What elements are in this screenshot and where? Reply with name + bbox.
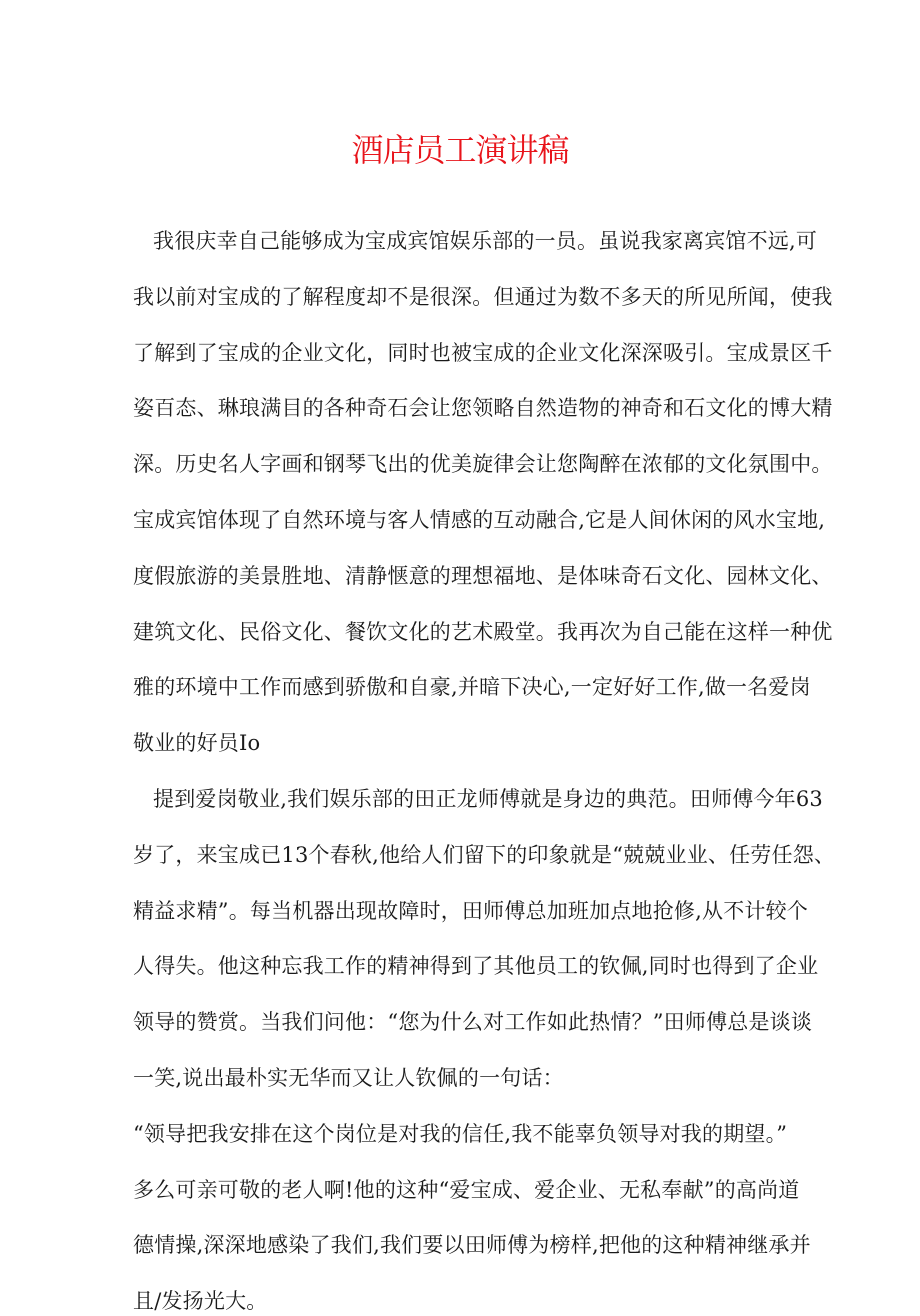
- paragraph-2-line: 多么可亲可敬的老人啊!他的这种“爱宝成、爱企业、无私奉献”的高尚道: [133, 1177, 800, 1202]
- paragraph-1-line: 度假旅游的美景胜地、清静惬意的理想福地、是体味奇石文化、园林文化、: [133, 563, 833, 588]
- paragraph-1-line: 深。历史名人字画和钢琴飞出的优美旋律会让您陶醉在浓郁的文化氛围中。: [133, 452, 833, 477]
- paragraph-1-line: 我以前对宝成的了解程度却不是很深。但通过为数不多天的所见所闻，使我: [133, 284, 833, 309]
- paragraph-2-line: 提到爱岗敬业,我们娱乐部的田正龙师傅就是身边的典范。田师傅今年63: [153, 787, 823, 811]
- document-title: 酒店员工演讲稿: [351, 131, 569, 169]
- paragraph-2-line: 领导的赞赏。当我们问他：“您为什么对工作如此热情？”田师傅总是谈谈: [133, 1010, 813, 1035]
- paragraph-2-line: 精益求精”。每当机器出现故障时，田师傅总加班加点地抢修,从不计较个: [133, 898, 809, 923]
- paragraph-2-line: “领导把我安排在这个岗位是对我的信任,我不能辜负领导对我的期望。”: [133, 1121, 788, 1146]
- paragraph-1-line: 雅的环境中工作而感到骄傲和自豪,并暗下决心,一定好好工作,做一名爱岗: [133, 675, 811, 700]
- paragraph-1-line: 建筑文化、民俗文化、餐饮文化的艺术殿堂。我再次为自己能在这样一种优: [133, 619, 833, 644]
- paragraph-2-line: 且/发扬光大。: [133, 1289, 268, 1314]
- paragraph-2-line: 德情操,深深地感染了我们,我们要以田师傅为榜样,把他的这种精神继承并: [133, 1233, 811, 1258]
- paragraph-1-line: 我很庆幸自己能够成为宝成宾馆娱乐部的一员。虽说我家离宾馆不远,可: [153, 229, 818, 253]
- paragraph-1-line: 姿百态、琳琅满目的各种奇石会让您领略自然造物的神奇和石文化的博大精: [133, 396, 833, 421]
- paragraph-1-line: 敬业的好员Io: [133, 731, 261, 756]
- paragraph-1-line: 宝成宾馆体现了自然环境与客人情感的互动融合,它是人间休闲的风水宝地,: [133, 508, 826, 532]
- paragraph-2-line: 岁了，来宝成已13个春秋,他给人们留下的印象就是“兢兢业业、任劳任怨、: [133, 842, 836, 867]
- paragraph-1-line: 了解到了宝成的企业文化，同时也被宝成的企业文化深深吸引。宝成景区千: [133, 340, 833, 365]
- paragraph-2-line: 一笑,说出最朴实无华而又让人钦佩的一句话：: [133, 1066, 564, 1090]
- paragraph-2-line: 人得失。他这种忘我工作的精神得到了其他员工的钦佩,同时也得到了企业: [133, 954, 819, 979]
